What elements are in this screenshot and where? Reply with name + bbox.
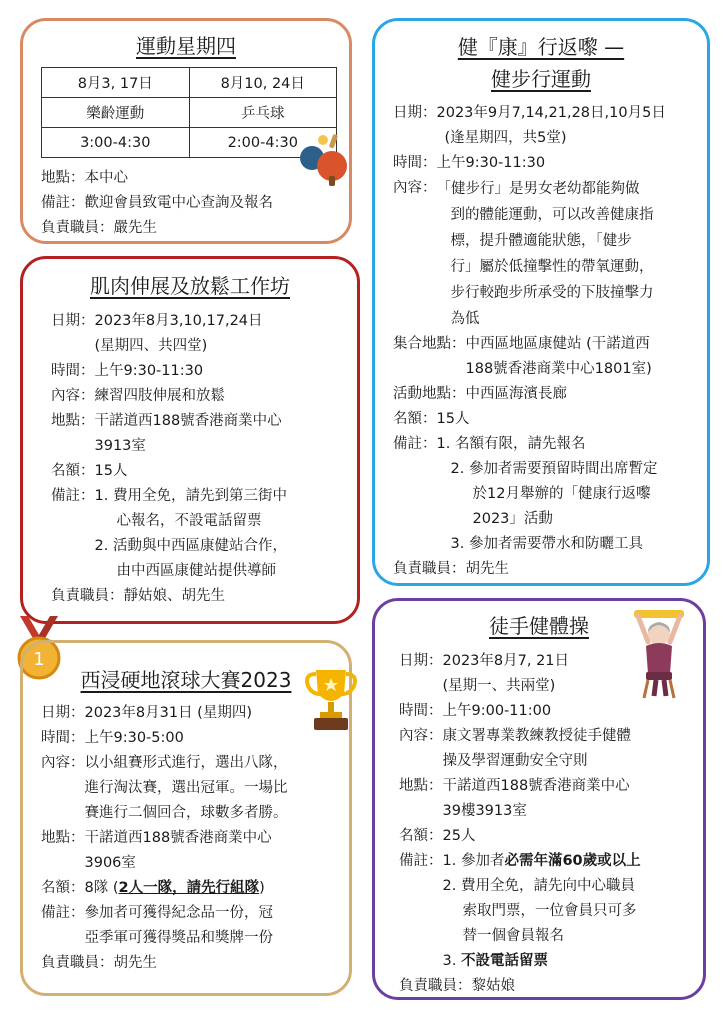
- content-line: 到的體能運動，可以改善健康指: [450, 207, 654, 223]
- content-value: [443, 724, 690, 774]
- note-value: 歡迎會員致電中心查詢及報名: [84, 195, 273, 211]
- note-label: 備註：: [393, 436, 437, 452]
- location-text: 干諾道西188號香港商業中心: [442, 778, 630, 794]
- date-text: 2023年8月3,10,17,24日: [94, 313, 263, 329]
- info-row: [41, 876, 341, 901]
- info-row: [399, 849, 689, 974]
- info-row: [41, 901, 341, 951]
- time-value: 上午9:30-5:00: [84, 730, 184, 746]
- card-info: [393, 101, 695, 582]
- content-value: [85, 751, 342, 826]
- quota-value: 25人: [442, 828, 476, 844]
- table-cell: 2:00-4:30: [189, 128, 337, 158]
- card-title-line2: 健步行運動: [491, 67, 591, 91]
- note-value: [443, 849, 690, 974]
- card-boccia-tournament: [20, 640, 352, 996]
- table-cell: 3:00-4:30: [42, 128, 190, 158]
- content-line: 標，提升體適能狀態，「健步: [450, 233, 632, 249]
- info-row: [41, 951, 341, 976]
- info-row: [41, 751, 341, 826]
- content-label: 內容：: [41, 755, 85, 771]
- content-line: 為低: [450, 311, 480, 327]
- location-value: 本中心: [84, 170, 128, 186]
- note-item: 2. 參加者需要預留時間出席暫定: [450, 461, 658, 477]
- staff-label: 負責職員：: [399, 978, 472, 994]
- date-label: 日期：: [41, 705, 85, 721]
- date-text: 2023年9月7,14,21,28日,10月5日: [436, 105, 666, 121]
- note-item-cont: 索取門票，一位會員只可多: [462, 903, 637, 919]
- note-label: 備註：: [41, 195, 85, 211]
- info-row: [51, 484, 343, 584]
- location-label: 地點：: [51, 413, 95, 429]
- ping-pong-icon: [298, 128, 348, 186]
- info-row: [41, 826, 341, 876]
- staff-label: 負責職員：: [51, 588, 124, 604]
- info-row: [51, 584, 343, 609]
- info-row: [41, 191, 349, 216]
- note-line: 參加者可獲得紀念品一份，冠: [84, 905, 273, 921]
- quota-label: 名額：: [51, 463, 95, 479]
- table-cell: 8月3, 17日: [42, 68, 190, 98]
- content-line: 以小組賽形式進行，選出八隊，: [84, 755, 288, 771]
- quota-label: 名額：: [399, 828, 443, 844]
- staff-label: 負責職員：: [41, 220, 114, 236]
- note-line: 亞季軍可獲得獎品和獎牌一份: [84, 930, 273, 946]
- staff-label: 負責職員：: [393, 561, 466, 577]
- info-row: [51, 409, 343, 459]
- note-item-cont: 由中西區康健站提供導師: [116, 563, 276, 579]
- info-row: [393, 432, 695, 557]
- card-info: [51, 309, 343, 609]
- info-row: [41, 216, 349, 241]
- schedule-table: [41, 67, 337, 158]
- info-row: [393, 176, 695, 332]
- venue-label: 活動地點：: [393, 386, 466, 402]
- quota-text: 8隊 (: [84, 880, 119, 896]
- staff-value: 黎姑娘: [471, 978, 515, 994]
- time-value: 上午9:30-11:30: [94, 363, 204, 379]
- note-item: 1. 名額有限，請先報名: [436, 436, 586, 452]
- card-title: 肌肉伸展及放鬆工作坊: [90, 274, 290, 298]
- date-sub: (星期四、共四堂): [94, 338, 208, 354]
- location-value: [95, 409, 344, 459]
- content-line: 賽進行二個回合，球數多者勝。: [84, 805, 288, 821]
- location-label: 地點：: [399, 778, 443, 794]
- location-label: 地點：: [41, 170, 85, 186]
- venue-value: 中西區海濱長廊: [465, 386, 567, 402]
- note-emphasis: 必需年滿60歲或以上: [504, 853, 641, 869]
- location-sub: 3906室: [84, 855, 136, 871]
- info-row: [393, 151, 695, 176]
- time-label: 時間：: [399, 703, 443, 719]
- info-row: [399, 724, 689, 774]
- note-item: 3. 參加者需要帶水和防曬工具: [450, 536, 643, 552]
- table-cell: 乒乓球: [189, 98, 337, 128]
- card-stretch-workshop: [20, 256, 360, 624]
- note-item: 1. 費用全免，請先到第三街中: [94, 488, 287, 504]
- card-title: [375, 31, 707, 95]
- location-value: [443, 774, 690, 824]
- card-walking-exercise: [372, 18, 710, 586]
- content-label: 內容：: [399, 728, 443, 744]
- note-item-cont: 心報名，不設電話留票: [116, 513, 262, 529]
- staff-value: 靜姑娘、胡先生: [123, 588, 225, 604]
- date-sub: (逢星期四，共5堂): [444, 130, 567, 146]
- meet-sub: 188號香港商業中心1801室): [465, 361, 652, 377]
- date-text: 2023年8月7, 21日: [442, 653, 570, 669]
- info-row: [51, 384, 343, 409]
- note-item-cont: 2023」活動: [472, 511, 553, 527]
- quota-value: [85, 876, 342, 901]
- content-line: 進行淘汰賽，選出冠軍。一場比: [84, 780, 288, 796]
- content-line: 操及學習運動安全守則: [442, 753, 588, 769]
- info-row: [393, 101, 695, 151]
- table-row: [42, 68, 337, 98]
- table-cell: 樂齡運動: [42, 98, 190, 128]
- table-row: [42, 128, 337, 158]
- note-value: [85, 901, 342, 951]
- location-value: [85, 826, 342, 876]
- meet-value: [466, 332, 696, 382]
- info-row: [41, 726, 341, 751]
- note-value: [95, 484, 344, 584]
- info-row: [393, 557, 695, 582]
- date-label: 日期：: [399, 653, 443, 669]
- content-line: 行」屬於低撞擊性的帶氧運動，: [450, 259, 654, 275]
- date-value: [437, 101, 696, 151]
- quota-value: 15人: [436, 411, 470, 427]
- info-row: [393, 382, 695, 407]
- info-row: [51, 309, 343, 359]
- svg-text:1: 1: [33, 649, 45, 670]
- table-row: [42, 98, 337, 128]
- info-row: [399, 774, 689, 824]
- content-line: 步行較跑步所承受的下肢撞擊力: [450, 285, 654, 301]
- staff-value: 嚴先生: [113, 220, 157, 236]
- time-label: 時間：: [41, 730, 85, 746]
- card-title-line1: 健『康』行返嚟 —: [457, 35, 625, 59]
- content-line: 康文署專業教練教授徒手健體: [442, 728, 631, 744]
- content-label: 內容：: [393, 180, 437, 196]
- note-label: 備註：: [51, 488, 95, 504]
- info-row: [51, 359, 343, 384]
- time-value: 上午9:30-11:30: [436, 155, 546, 171]
- meet-label: 集合地點：: [393, 336, 466, 352]
- location-sub: 39樓3913室: [442, 803, 527, 819]
- note-item-cont: 替一個會員報名: [462, 928, 564, 944]
- staff-label: 負責職員：: [41, 955, 114, 971]
- time-label: 時間：: [393, 155, 437, 171]
- note-label: 備註：: [399, 853, 443, 869]
- info-row: [51, 459, 343, 484]
- table-cell: 8月10, 24日: [189, 68, 337, 98]
- note-item: 2. 費用全免，請先向中心職員: [442, 878, 635, 894]
- content-line: 「健步行」是男女老幼都能夠做: [436, 181, 640, 197]
- card-title: 徒手健體操: [489, 614, 589, 638]
- quota-label: 名額：: [41, 880, 85, 896]
- location-text: 干諾道西188號香港商業中心: [94, 413, 282, 429]
- info-row: [399, 974, 689, 999]
- location-text: 干諾道西188號香港商業中心: [84, 830, 272, 846]
- location-sub: 3913室: [94, 438, 146, 454]
- quota-value: 15人: [94, 463, 128, 479]
- date-label: 日期：: [393, 105, 437, 121]
- note-item: 3.: [442, 953, 461, 969]
- quota-emphasis: 2人一隊，請先行組隊: [118, 880, 260, 896]
- date-value: 2023年8月31日 (星期四): [84, 705, 252, 721]
- info-row: [393, 332, 695, 382]
- card-title: 運動星期四: [136, 34, 236, 58]
- time-label: 時間：: [51, 363, 95, 379]
- note-label: 備註：: [41, 905, 85, 921]
- date-value: [95, 309, 344, 359]
- content-label: 內容：: [51, 388, 95, 404]
- date-sub: (星期一、共兩堂): [442, 678, 556, 694]
- note-emphasis: 不設電話留票: [460, 953, 548, 969]
- info-row: [393, 407, 695, 432]
- card-title: 西浸硬地滾球大賽2023: [80, 668, 292, 692]
- info-row: [41, 701, 341, 726]
- staff-value: 胡先生: [113, 955, 157, 971]
- content-value: [437, 176, 696, 332]
- location-label: 地點：: [41, 830, 85, 846]
- card-info: [41, 701, 341, 976]
- exercising-elder-icon: [626, 604, 692, 704]
- note-item: 2. 活動與中西區康健站合作，: [94, 538, 287, 554]
- quota-text-end: ): [259, 880, 265, 896]
- date-label: 日期：: [51, 313, 95, 329]
- content-value: 練習四肢伸展和放鬆: [94, 388, 225, 404]
- time-value: 上午9:00-11:00: [442, 703, 552, 719]
- note-value: [437, 432, 696, 557]
- info-row: [399, 824, 689, 849]
- staff-value: 胡先生: [465, 561, 509, 577]
- note-item: 1. 參加者: [442, 853, 505, 869]
- note-item-cont: 於12月舉辦的「健康行返嚟: [472, 486, 651, 502]
- meet-text: 中西區地區康健站 (干諾道西: [465, 336, 650, 352]
- quota-label: 名額：: [393, 411, 437, 427]
- trophy-icon: [304, 664, 358, 734]
